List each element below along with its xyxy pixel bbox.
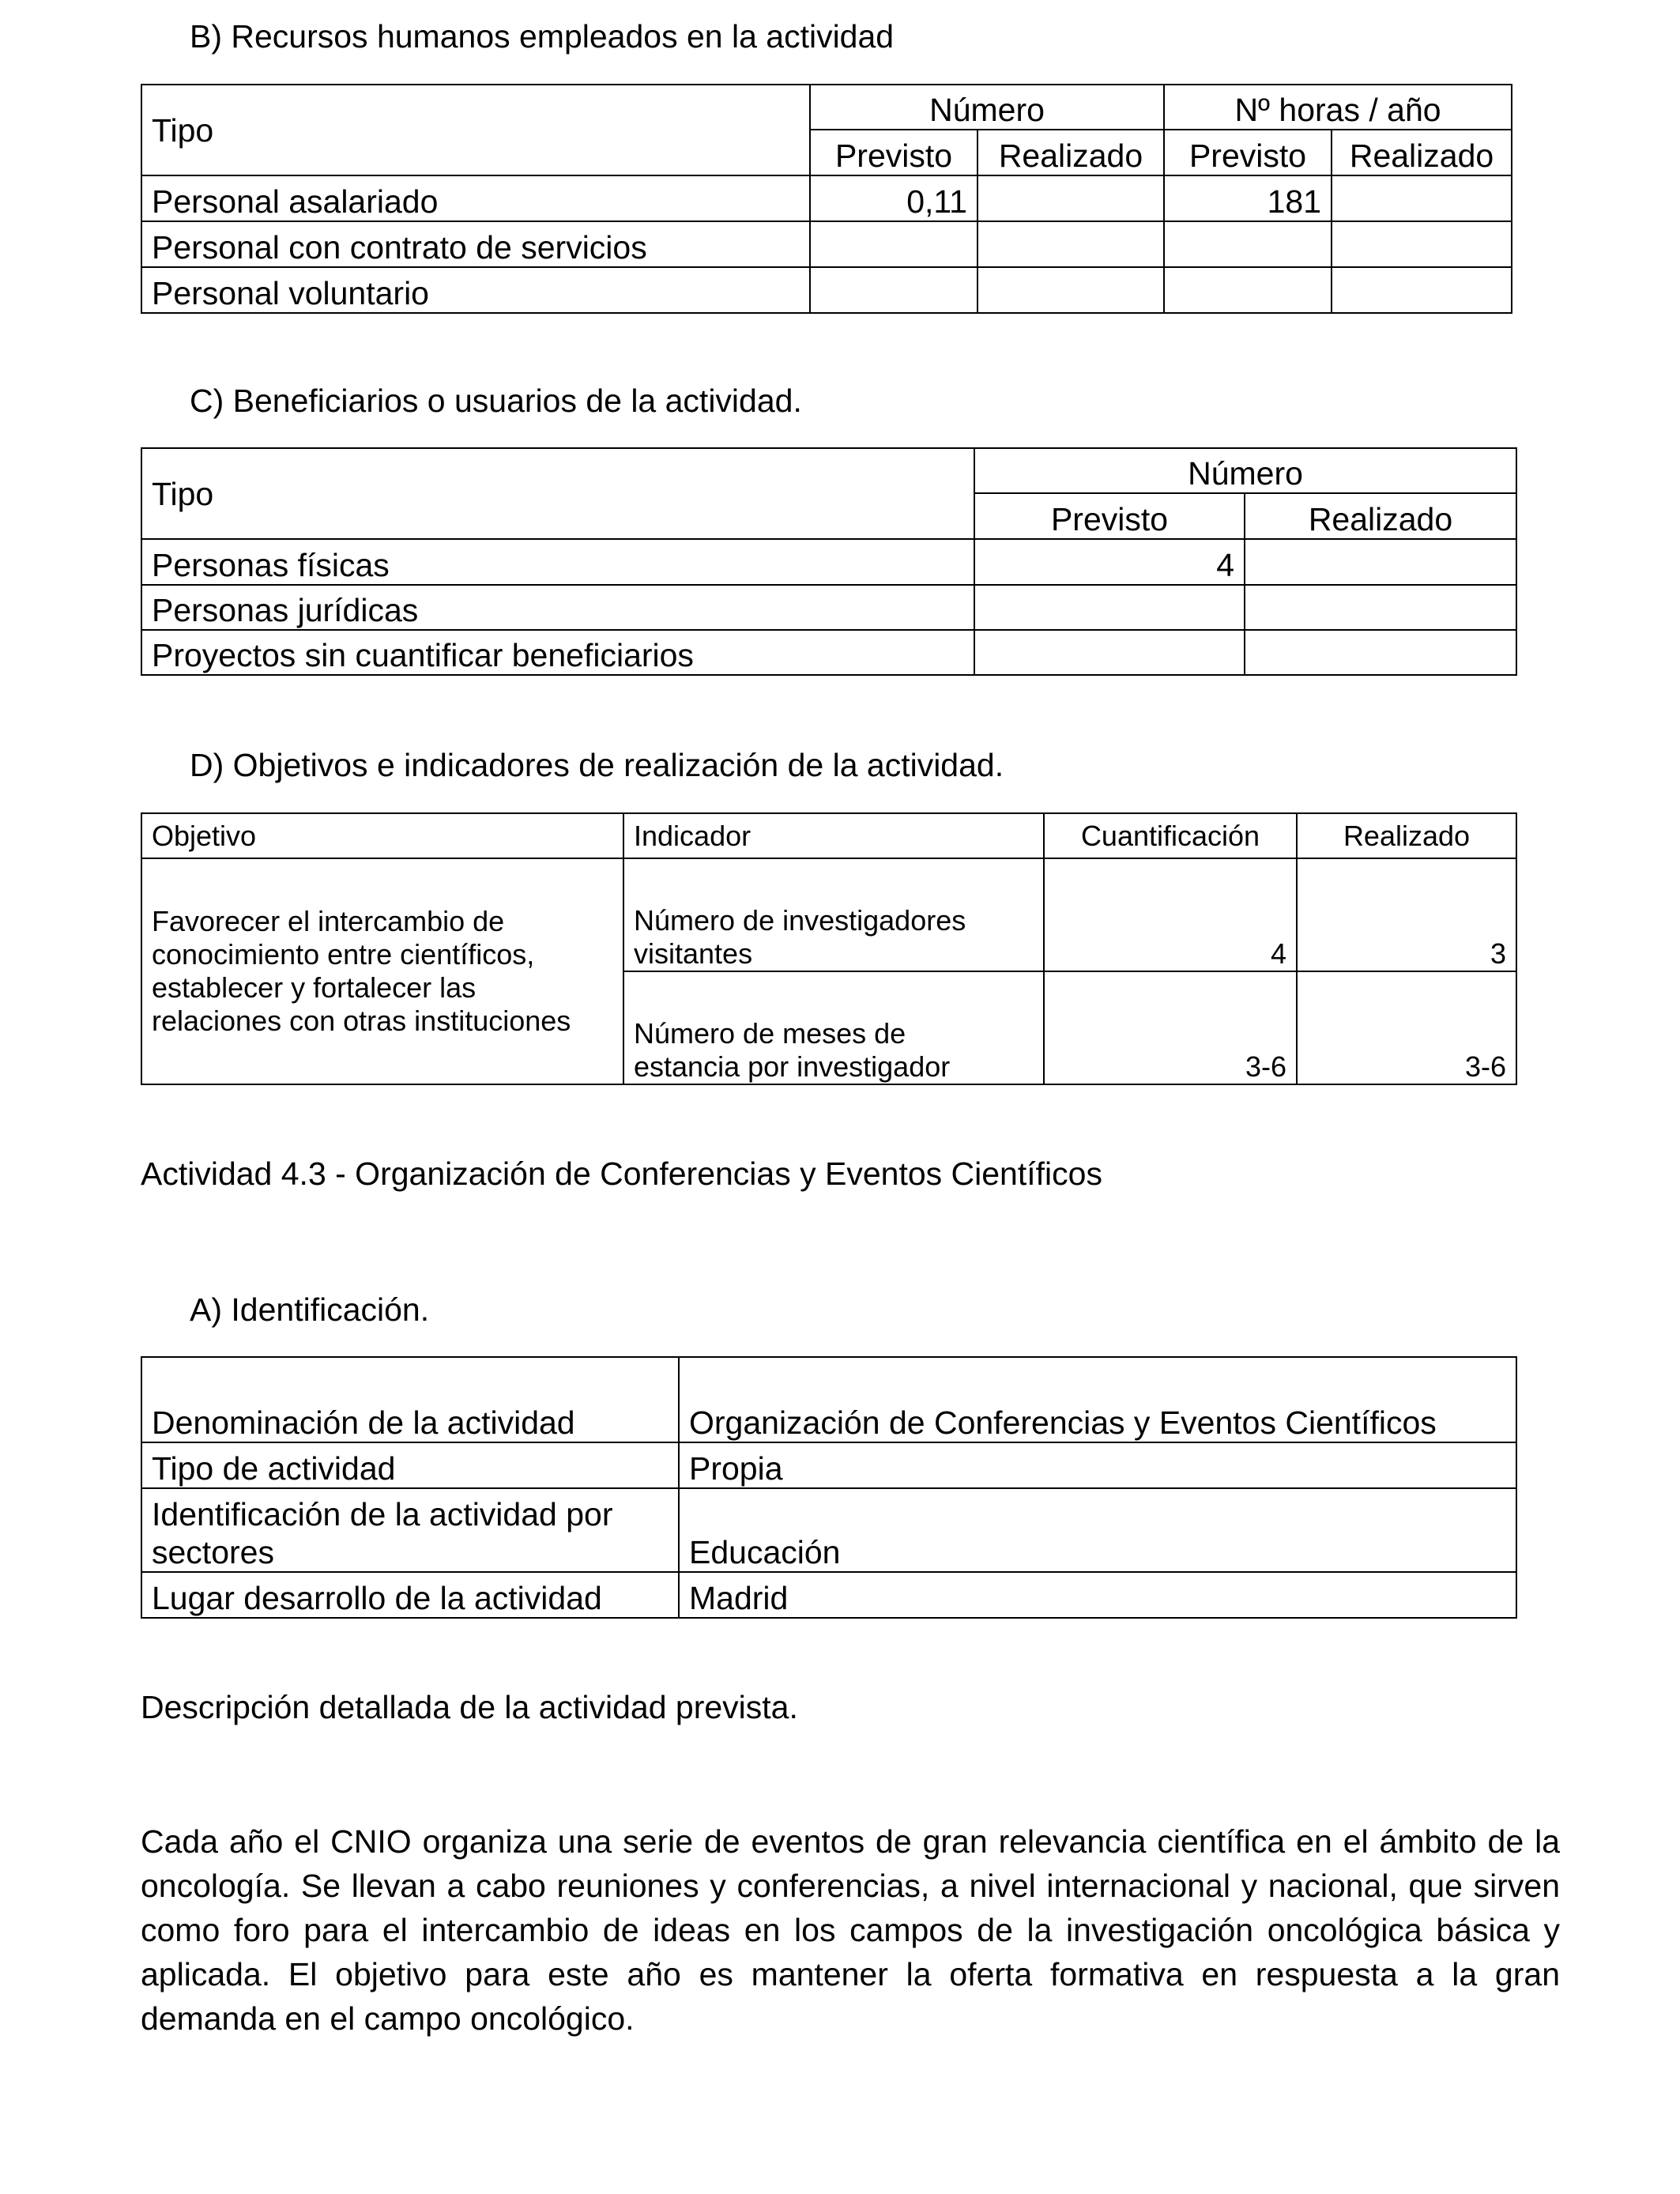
ben-previsto bbox=[974, 585, 1245, 630]
section-a-heading: A) Identificación. bbox=[190, 1291, 430, 1328]
section-d-heading: D) Objetivos e indicadores de realización de la actividad. bbox=[190, 747, 1004, 783]
objectives-table bbox=[141, 812, 1517, 1085]
table-row bbox=[141, 539, 1516, 585]
table-row bbox=[141, 585, 1516, 630]
obj-col-cuantificacion: Cuantificación bbox=[1044, 813, 1297, 858]
hr-hrs-realizado bbox=[1332, 267, 1512, 313]
human-resources-table bbox=[141, 84, 1512, 314]
ben-sub-previsto: Previsto bbox=[974, 493, 1245, 539]
indicator-line: visitantes bbox=[634, 937, 753, 970]
indicator-cuantificacion: 4 bbox=[1044, 858, 1297, 971]
ident-value: Madrid bbox=[679, 1572, 1516, 1618]
ben-row-label: Personas jurídicas bbox=[141, 585, 974, 630]
indicator-line: Número de meses de bbox=[634, 1017, 906, 1050]
ident-label: Tipo de actividad bbox=[141, 1442, 679, 1488]
indicator-realizado: 3 bbox=[1297, 858, 1516, 971]
hr-hrs-realizado bbox=[1332, 221, 1512, 267]
hr-sub-realizado: Realizado bbox=[977, 130, 1164, 175]
objective-line: relaciones con otras instituciones bbox=[152, 1005, 571, 1037]
objective-line: establecer y fortalecer las bbox=[152, 971, 477, 1004]
hr-sub-realizado: Realizado bbox=[1332, 130, 1512, 175]
ident-label bbox=[141, 1488, 679, 1572]
hr-col-tipo: Tipo bbox=[141, 85, 810, 175]
obj-col-realizado: Realizado bbox=[1297, 813, 1516, 858]
beneficiaries-table bbox=[141, 447, 1517, 676]
ident-label: Lugar desarrollo de la actividad bbox=[141, 1572, 679, 1618]
hr-hrs-previsto bbox=[1164, 267, 1332, 313]
hr-col-numero: Número bbox=[810, 85, 1164, 130]
activity-title: Actividad 4.3 - Organización de Conferencias y Eventos Científicos bbox=[141, 1155, 1102, 1192]
ident-label: Denominación de la actividad bbox=[141, 1357, 679, 1442]
identification-table bbox=[141, 1356, 1517, 1619]
description-heading: Descripción detallada de la actividad prevista. bbox=[141, 1689, 798, 1725]
ben-sub-realizado: Realizado bbox=[1245, 493, 1516, 539]
indicator-cell bbox=[623, 971, 1044, 1084]
ben-col-numero: Número bbox=[974, 448, 1516, 493]
hr-num-previsto bbox=[810, 221, 977, 267]
hr-num-previsto bbox=[810, 267, 977, 313]
objective-description bbox=[141, 858, 623, 1084]
ben-realizado bbox=[1245, 630, 1516, 675]
hr-num-previsto: 0,11 bbox=[810, 175, 977, 221]
hr-num-realizado bbox=[977, 175, 1164, 221]
hr-num-realizado bbox=[977, 267, 1164, 313]
ben-col-tipo: Tipo bbox=[141, 448, 974, 539]
objective-line: conocimiento entre científicos, bbox=[152, 938, 535, 971]
hr-row-label: Personal voluntario bbox=[141, 267, 810, 313]
table-row bbox=[141, 1572, 1516, 1618]
obj-col-indicador: Indicador bbox=[623, 813, 1044, 858]
table-row bbox=[141, 267, 1512, 313]
ident-label-line: Identificación de la actividad por bbox=[152, 1496, 613, 1532]
ben-row-label: Personas físicas bbox=[141, 539, 974, 585]
ident-value: Educación bbox=[679, 1488, 1516, 1572]
section-c-heading: C) Beneficiarios o usuarios de la actividad. bbox=[190, 383, 802, 419]
ben-realizado bbox=[1245, 539, 1516, 585]
table-row bbox=[141, 1488, 1516, 1572]
indicator-cuantificacion: 3-6 bbox=[1044, 971, 1297, 1084]
ident-value: Propia bbox=[679, 1442, 1516, 1488]
table-row bbox=[141, 175, 1512, 221]
table-row bbox=[141, 1442, 1516, 1488]
hr-sub-previsto: Previsto bbox=[810, 130, 977, 175]
ident-label-line: sectores bbox=[152, 1534, 274, 1570]
ben-previsto: 4 bbox=[974, 539, 1245, 585]
table-row bbox=[141, 858, 1516, 971]
hr-sub-previsto: Previsto bbox=[1164, 130, 1332, 175]
table-row bbox=[141, 221, 1512, 267]
indicator-line: Número de investigadores bbox=[634, 904, 966, 937]
ben-previsto bbox=[974, 630, 1245, 675]
obj-col-objetivo: Objetivo bbox=[141, 813, 623, 858]
hr-row-label: Personal con contrato de servicios bbox=[141, 221, 810, 267]
section-b-heading: B) Recursos humanos empleados en la actividad bbox=[190, 18, 895, 55]
table-row bbox=[141, 1357, 1516, 1442]
hr-row-label: Personal asalariado bbox=[141, 175, 810, 221]
indicator-realizado: 3-6 bbox=[1297, 971, 1516, 1084]
hr-num-realizado bbox=[977, 221, 1164, 267]
table-row bbox=[141, 630, 1516, 675]
hr-hrs-previsto bbox=[1164, 221, 1332, 267]
hr-hrs-previsto: 181 bbox=[1164, 175, 1332, 221]
ben-realizado bbox=[1245, 585, 1516, 630]
ident-value: Organización de Conferencias y Eventos Científicos bbox=[679, 1357, 1516, 1442]
description-paragraph: Cada año el CNIO organiza una serie de eventos de gran relevancia científica en el ámbito de la oncología. Se llevan a cabo reuniones y conferencias, a nivel internacional y nacional, que sirven como foro para el intercambio de ideas en los campos de la investigación oncológica básica y aplicada. El objetivo para este año es mantener la oferta formativa en respuesta a la gran demanda en el campo oncológico. bbox=[141, 1823, 1560, 2037]
objective-line: Favorecer el intercambio de bbox=[152, 905, 505, 937]
indicator-cell bbox=[623, 858, 1044, 971]
hr-col-horas: Nº horas / año bbox=[1164, 85, 1512, 130]
ben-row-label: Proyectos sin cuantificar beneficiarios bbox=[141, 630, 974, 675]
indicator-line: estancia por investigador bbox=[634, 1050, 951, 1083]
hr-hrs-realizado bbox=[1332, 175, 1512, 221]
